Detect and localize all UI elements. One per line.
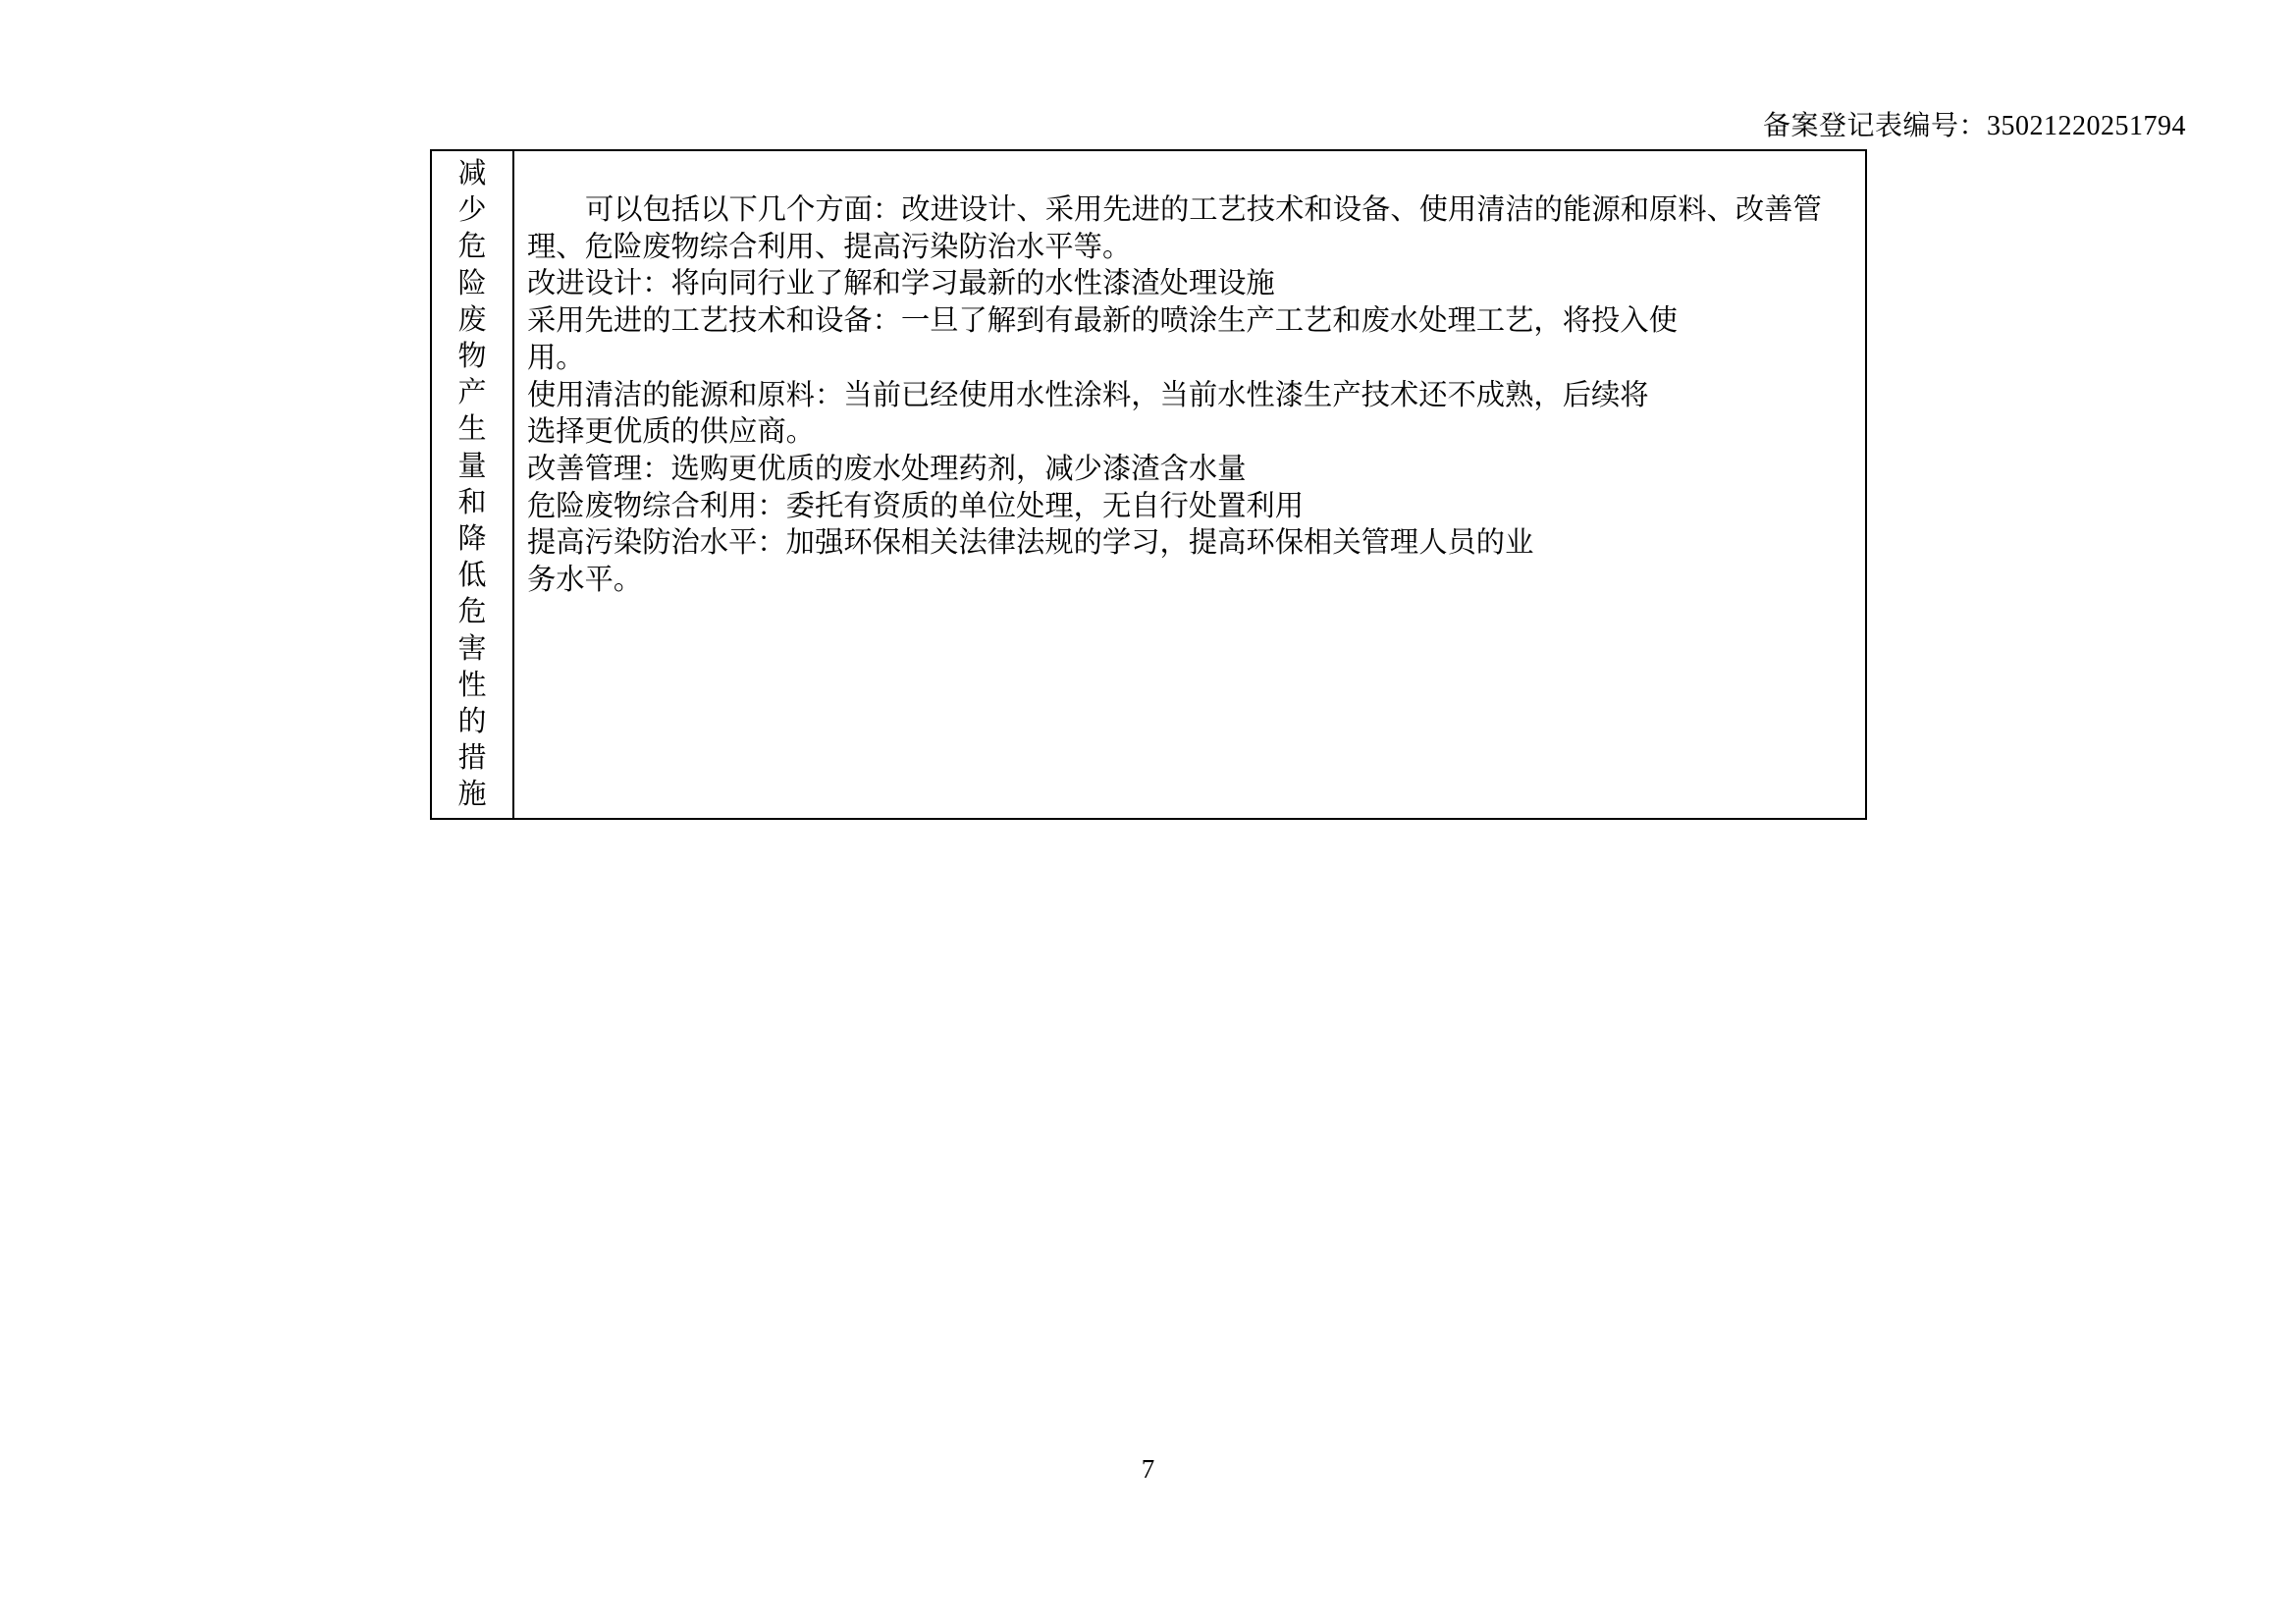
row-header-char: 物 — [457, 341, 487, 373]
row-header-char: 危 — [457, 596, 487, 628]
content-line: 理、危险废物综合利用、提高污染防治水平等。 — [527, 231, 1132, 263]
content-line: 采用先进的工艺技术和设备：一旦了解到有最新的喷涂生产工艺和废水处理工艺，将投入使 — [527, 305, 1678, 338]
row-header-char: 害 — [457, 632, 487, 665]
content-line: 使用清洁的能源和原料：当前已经使用水性涂料，当前水性漆生产技术还不成熟，后续将 — [527, 379, 1649, 411]
row-header-char: 减 — [457, 158, 487, 189]
measures-content-cell — [514, 151, 1865, 818]
content-line: 改进设计：将向同行业了解和学习最新的水性漆渣处理设施 — [527, 268, 1275, 300]
row-header-char: 低 — [457, 560, 487, 592]
record-number-label: 备案登记表编号： — [1762, 111, 1987, 141]
record-number-value: 35021220251794 — [1987, 111, 2186, 141]
row-header-char: 险 — [457, 267, 487, 299]
row-header-char: 降 — [457, 523, 487, 556]
content-line: 危险废物综合利用：委托有资质的单位处理，无自行处置利用 — [527, 490, 1305, 522]
content-line: 提高污染防治水平：加强环保相关法律法规的学习，提高环保相关管理人员的业 — [527, 527, 1534, 560]
row-header-char: 性 — [457, 669, 487, 701]
row-header-char: 废 — [457, 303, 487, 336]
row-header-cell — [432, 151, 514, 818]
row-header-char: 生 — [457, 413, 487, 446]
row-header-char: 量 — [457, 450, 487, 482]
row-header-char: 措 — [457, 742, 487, 775]
row-header-char: 产 — [457, 377, 487, 409]
page-number: 7 — [1141, 1454, 1155, 1484]
content-line: 改善管理：选购更优质的废水处理药剂，减少漆渣含水量 — [527, 453, 1247, 485]
content-line: 可以包括以下几个方面：改进设计、采用先进的工艺技术和设备、使用清洁的能源和原料、改善管 — [585, 194, 1822, 226]
content-line: 选择更优质的供应商。 — [527, 416, 815, 449]
measures-table — [430, 149, 1867, 820]
content-line: 务水平。 — [527, 565, 643, 597]
row-header-char: 危 — [457, 231, 487, 263]
content-line: 用。 — [527, 342, 585, 374]
row-header-char: 少 — [457, 194, 487, 227]
row-header-char: 施 — [457, 779, 487, 811]
row-header-char: 的 — [457, 706, 487, 738]
record-number-header — [1763, 110, 2186, 143]
row-header-char: 和 — [457, 486, 487, 518]
